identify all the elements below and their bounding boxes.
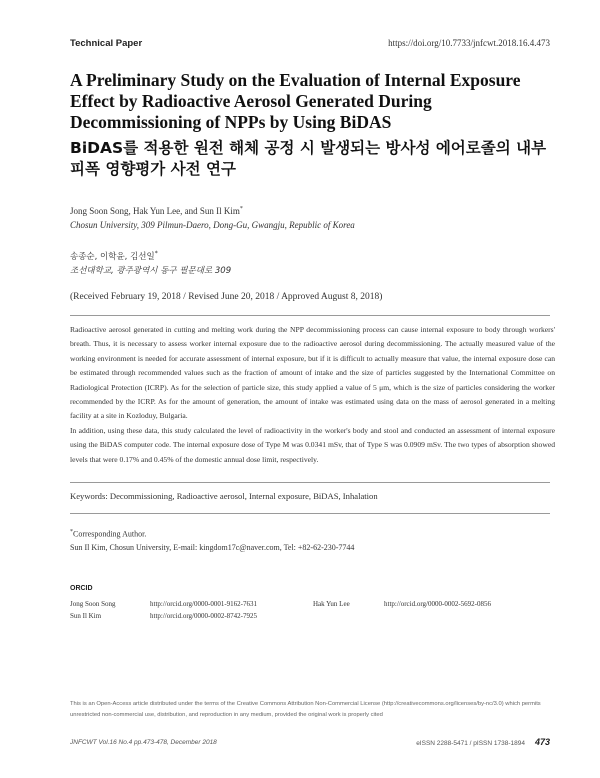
corresponding-mark-footnote: * bbox=[70, 529, 73, 535]
orcid-name: Sun Il Kim bbox=[70, 612, 102, 620]
authors-korean bbox=[70, 250, 158, 262]
corresponding-author-contact: Sun Il Kim, Chosun University, E-mail: kingdom17c@naver.com, Tel: +82-62-230-7744 bbox=[70, 542, 355, 552]
authors-english bbox=[70, 206, 243, 216]
corresponding-author-label bbox=[70, 526, 354, 541]
orcid-link[interactable]: http://orcid.org/0000-0002-8742-7925 bbox=[150, 612, 257, 620]
orcid-name: Hak Yun Lee bbox=[313, 600, 350, 608]
article-type-label: Technical Paper bbox=[70, 38, 143, 49]
orcid-heading: ORCID bbox=[70, 585, 93, 592]
received-dates: (Received February 19, 2018 / Revised June 20, 2018 / Approved August 8, 2018) bbox=[70, 292, 383, 302]
authors-english-text: Jong Soon Song, Hak Yun Lee, and Sun Il Kim bbox=[70, 206, 240, 216]
corresponding-author-text: Corresponding Author. bbox=[73, 529, 147, 539]
abstract bbox=[70, 323, 555, 467]
divider-top bbox=[70, 315, 550, 316]
authors-korean-text: 송종순, 이학윤, 김선일 bbox=[70, 252, 155, 262]
license-notice: This is an Open-Access article distributed under the terms of the Creative Commons Attribution Non-Commercial License (http://creativecommons.org/licenses/by-nc/3.0) which permits unrestricted non-commercial use, distribution, and reproduction in any medium, provided the original work is properly cited bbox=[70, 701, 541, 718]
orcid-name: Jong Soon Song bbox=[70, 600, 116, 608]
corresponding-mark-korean: * bbox=[154, 250, 158, 258]
orcid-link[interactable]: http://orcid.org/0000-0001-9162-7631 bbox=[150, 600, 257, 608]
corresponding-author-block bbox=[70, 526, 354, 554]
affiliation-english: Chosun University, 309 Pilmun-Daero, Dong-Gu, Gwangju, Republic of Korea bbox=[70, 220, 355, 230]
title-korean: BiDAS를 적용한 원전 해체 공정 시 발생되는 방사성 에어로졸의 내부피폭 영향평가 사전 연구 bbox=[70, 139, 547, 178]
abstract-paragraph-2: In addition, using these data, this study calculated the level of radioactivity in the worker's body and stool and conducted an assessment of internal exposure using the BiDAS computer code. The internal exposure dose of Type M was 0.0341 mSv, that of Type S was 0.0909 mSv. The two types of absorption showed levels that were 0.17% and 0.45% of the domestic annual dose limit, respectively. bbox=[70, 425, 555, 464]
footer-right bbox=[416, 737, 550, 747]
title-english: A Preliminary Study on the Evaluation of Internal Exposure Effect by Radioactive Aerosol Generated During Decommissioning of NPPs by Using BiDAS bbox=[70, 70, 521, 132]
affiliation-korean: 조선대학교, 광주광역시 동구 필문대로 309 bbox=[70, 266, 232, 276]
abstract-paragraph-1: Radioactive aerosol generated in cutting and melting work during the NPP decommissioning process can cause internal exposure to body through workers' breath. Thus, it is necessary to assess worker internal exposure due to the radioactive aerosol during decommissioning. The actually measured value of the working environment is needed for accurate assessment of internal exposure, but if it is difficult to actually measure that value, the internal exposure dose can be estimated through recommended values such as the fraction of amount of intake and the size of particles suggested by the International Committee on Radiological Protection (ICRP). As for the selection of particle size, this study applied a value of 5 μm, which is the size of particles considering the worker recommended by the ICRP. As for the amount of generation, the amount of intake was estimated using data on the mass of aerosol generated in a melting facility at a site in Kozloduy, Bulgaria. bbox=[70, 325, 555, 421]
page-number: 473 bbox=[534, 737, 550, 747]
journal-citation: JNFCWT Vol.16 No.4 pp.473-478, December 2018 bbox=[70, 739, 217, 746]
issn: eISSN 2288-5471 / pISSN 1738-1894 bbox=[416, 740, 525, 747]
orcid-link[interactable]: http://orcid.org/0000-0002-5692-0856 bbox=[384, 600, 491, 608]
doi-link[interactable]: https://doi.org/10.7733/jnfcwt.2018.16.4.473 bbox=[388, 38, 550, 48]
corresponding-mark: * bbox=[239, 206, 243, 212]
keywords: Keywords: Decommissioning, Radioactive aerosol, Internal exposure, BiDAS, Inhalation bbox=[70, 491, 378, 501]
divider-bottom bbox=[70, 513, 550, 514]
divider-middle bbox=[70, 482, 550, 483]
